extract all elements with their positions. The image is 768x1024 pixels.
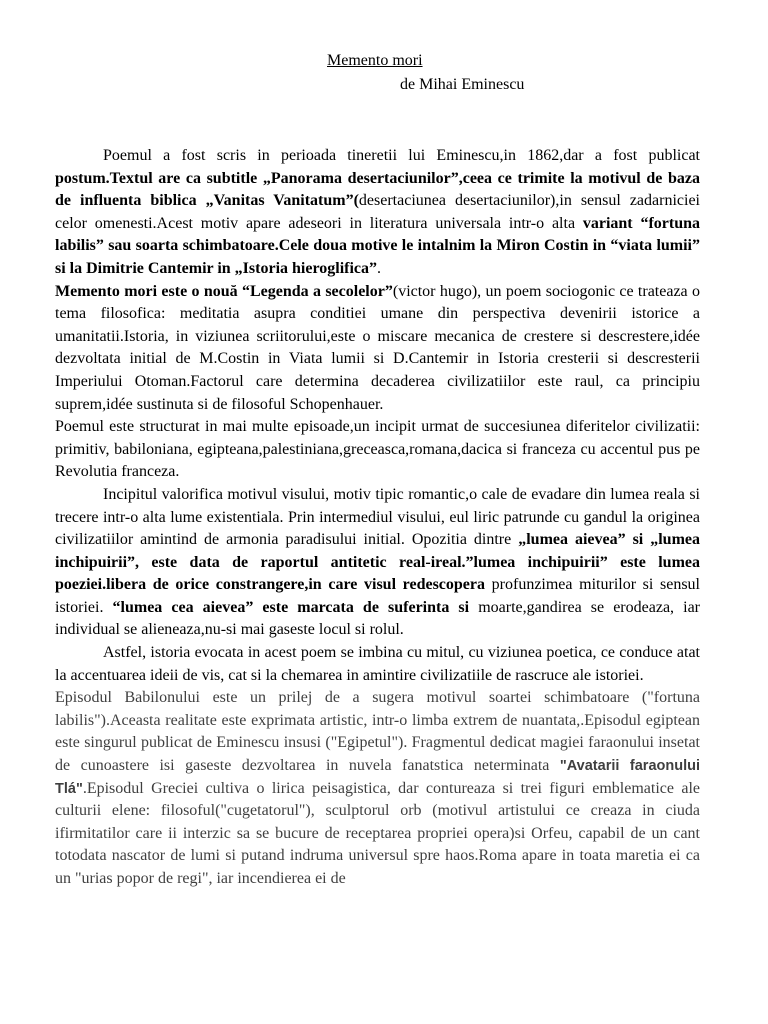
text-segment: . [377,259,382,277]
bold-text-segment: „lumea aievea” si „lumea inchipuirii”, este data de raportul antitetic real-ireal.”lumea inchipuirii” este lumea poeziei.libera de orice constrangere,in care visul redescopera [55,531,701,594]
text-segment: Episodul Babilonului este un prilej de a sugera motivul soartei schimbatoare ("fortuna labilis").Aceasta realitate este exprimata artistic, intr-o limba extrem de nuantata,.Episodul egiptean este singurul publicat de Eminescu insusi ("Egipetul"). Fragmentul dedicat magiei faraonului insetat de cunoastere isi gaseste dezvoltarea in nuvela fanatstica neterminata [55,689,700,775]
text-segment: Poemul este structurat in mai multe episoade,un incipit urmat de succesiunea diferitelor civilizatii: primitiv, babiloniana, egipteana,palestiniana,greceasca,romana,dacica si franceza cu accentul pus pe Revolutia franceza. [55,418,700,481]
paragraph [55,687,700,890]
document-title: Memento mori [327,52,423,69]
paragraph [55,484,700,642]
bold-text-segment: "Avatarii faraonului Tlá" [55,758,700,797]
bold-text-segment: “lumea cea aievea” este marcata de suferinta si [112,598,479,616]
bold-text-segment: Memento mori este o nouă “Legenda a secolelor” [55,282,393,300]
paragraph [55,145,700,281]
document-author: de Mihai Eminescu [400,76,525,93]
text-segment: desertaciunea desertaciunilor),in sensul zadarniciei celor omenesti.Acest motiv apare adeseori in literatura universala intr-o alta [55,192,700,232]
text-segment: moarte,gandirea se erodeaza, iar individual se alieneaza,nu-si mai gaseste locul si rolul. [55,598,701,639]
paragraph [55,642,700,687]
bold-text-segment: postum.Textul are ca subtitle „Panorama desertaciunilor”,ceea ce trimite la motivul de baza de influenta biblica „Vanitas Vanitatum”( [55,169,700,210]
text-segment: Astfel, istoria evocata in acest poem se imbina cu mitul, cu viziunea poetica, ce conduce atat la accentuarea ideii de vis, cat si la chemarea in amintire civilizatiile de rascruce ale istoriei. [55,644,700,684]
bold-text-segment: variant “fortuna labilis” sau soarta schimbatoare.Cele doua motive le intalnim la Miron Costin in “viata lumii” si la Dimitrie Cantemir in „Istoria hieroglifica” [55,214,701,277]
text-segment: .Episodul Greciei cultiva o lirica peisagistica, dar contureaza si trei figuri emblematice ale culturii elene: filosoful("cugetatorul"), sculptorul orb (motivul artistului ce creaza in ciuda ifirmitatilor care ii interzic sa se bucure de receptarea propriei opera)si Orfeu, capabil de un cant totodata nascator de lumi si putand indruma universul spre haos.Roma apare in toata maretia ei ca un "urias popor de regi", iar incendierea ei de [55,779,700,887]
paragraph [55,416,700,484]
text-segment: profunzimea miturilor si sensul istoriei. [55,576,701,616]
text-segment: (victor hugo), un poem sociogonic ce trateaza o tema filosofica: meditatia asupra conditiei umane din perspectiva devenirii istorice a umanitatii.Istoria, in viziunea scriitorului,este o miscare mecanica de crestere si descrestere,idée dezvoltata initial de M.Costin in Viata lumii si D.Cantemir in Istoria cresterii si descresterii Imperiului Otoman.Factorul care determina decaderea civilizatiilor este raul, ca principiu suprem,idée sustinuta si de filosoful Schopenhauer. [55,282,701,413]
document-body [55,145,700,891]
text-segment: Incipitul valorifica motivul visului, motiv tipic romantic,o cale de evadare din lumea reala si trecere intr-o alta lume existentiala. Prin intermediul visului, eul liric patrunde cu gandul la originea civilizatiilor amintind de armonia paradisului initial. Opozitia dintre [55,485,700,549]
text-segment: Poemul a fost scris in perioada tineretii lui Eminescu,in 1862,dar a fost publicat [103,147,700,164]
paragraph [55,281,700,417]
